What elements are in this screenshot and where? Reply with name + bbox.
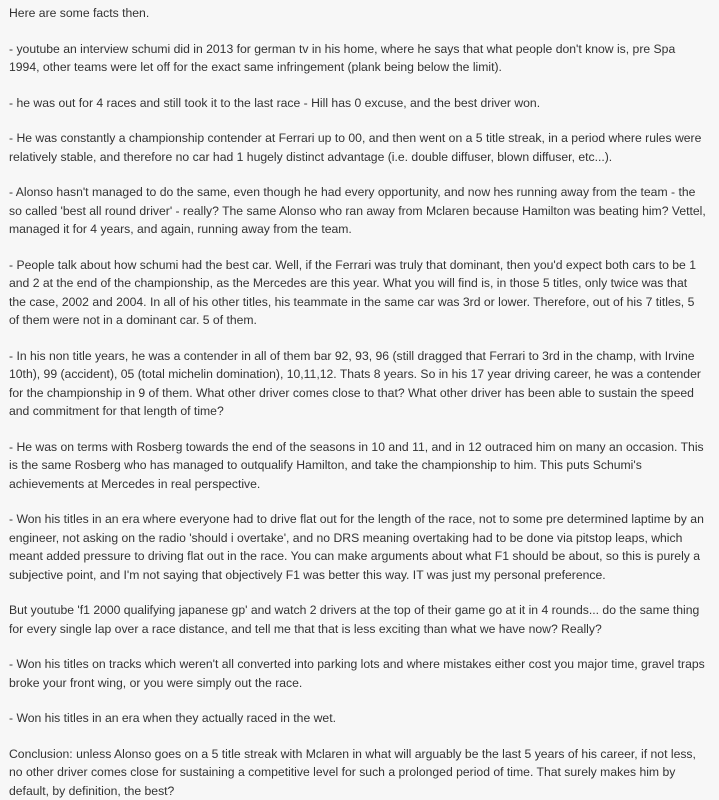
post-paragraph: - In his non title years, he was a contender in all of them bar 92, 93, 96 (still dragged that Ferrari to 3rd in the champ, with Irvine 10th), 99 (accident), 05 (total michelin domination), 10,11,12. Thats 8 years. So in his 17 year driving career, he was a contender for the championship in 9 of them. What other driver comes close to that? What other driver has been able to sustain the speed and commitment for that length of time? bbox=[9, 347, 707, 421]
post-paragraph: - People talk about how schumi had the best car. Well, if the Ferrari was truly that dominant, then you'd expect both cars to be 1 and 2 at the end of the championship, as the Mercedes are this year. What you will find is, in those 5 titles, only twice was that the case, 2002 and 2004. In all of his other titles, his teammate in the same car was 3rd or lower. Therefore, out of his 7 titles, 5 of them were not in a dominant car. 5 of them. bbox=[9, 256, 707, 330]
post-paragraph: - He was constantly a championship contender at Ferrari up to 00, and then went on a 5 title streak, in a period where rules were relatively stable, and therefore no car had 1 hugely distinct advantage (i.e. double diffuser, blown diffuser, etc...). bbox=[9, 129, 707, 166]
post-paragraph: - youtube an interview schumi did in 2013 for german tv in his home, where he says that what people don't know is, pre Spa 1994, other teams were let off for the exact same infringement (plank being below the limit). bbox=[9, 40, 707, 77]
post-paragraph: Conclusion: unless Alonso goes on a 5 title streak with Mclaren in what will arguably be the last 5 years of his career, if not less, no other driver comes close for sustaining a competitive level for such a prolonged period of time. That surely makes him by default, by definition, the best? bbox=[9, 745, 707, 800]
post-paragraph: But youtube 'f1 2000 qualifying japanese gp' and watch 2 drivers at the top of their game go at it in 4 rounds... do the same thing for every single lap over a race distance, and tell me that that is less exciting than what we have now? Really? bbox=[9, 601, 707, 638]
post-paragraph: - he was out for 4 races and still took it to the last race - Hill has 0 excuse, and the best driver won. bbox=[9, 94, 707, 113]
post-paragraph: - Won his titles in an era where everyone had to drive flat out for the length of the race, not to some pre determined laptime by an engineer, not asking on the radio 'should i overtake', and no DRS meaning overtaking had to be done via pitstop leaps, which meant added pressure to driving flat out in the race. You can make arguments about what F1 should be about, so this is purely a subjective point, and I'm not saying that objectively F1 was better this way. IT was just my personal preference. bbox=[9, 510, 707, 584]
post-paragraph: - Won his titles on tracks which weren't all converted into parking lots and where mistakes either cost you major time, gravel traps broke your front wing, or you were simply out the race. bbox=[9, 655, 707, 692]
post-paragraph: - Alonso hasn't managed to do the same, even though he had every opportunity, and now hes running away from the team - the so called 'best all round driver' - really? The same Alonso who ran away from Mclaren because Hamilton was beating him? Vettel, managed it for 4 years, and again, running away from the team. bbox=[9, 183, 707, 239]
post-paragraph: Here are some facts then. bbox=[9, 4, 707, 23]
post-paragraph: - He was on terms with Rosberg towards the end of the seasons in 10 and 11, and in 12 outraced him on many an occasion. This is the same Rosberg who has managed to outqualify Hamilton, and take the championship to him. This puts Schumi's achievements at Mercedes in real perspective. bbox=[9, 438, 707, 494]
post-paragraph: - Won his titles in an era when they actually raced in the wet. bbox=[9, 709, 707, 728]
